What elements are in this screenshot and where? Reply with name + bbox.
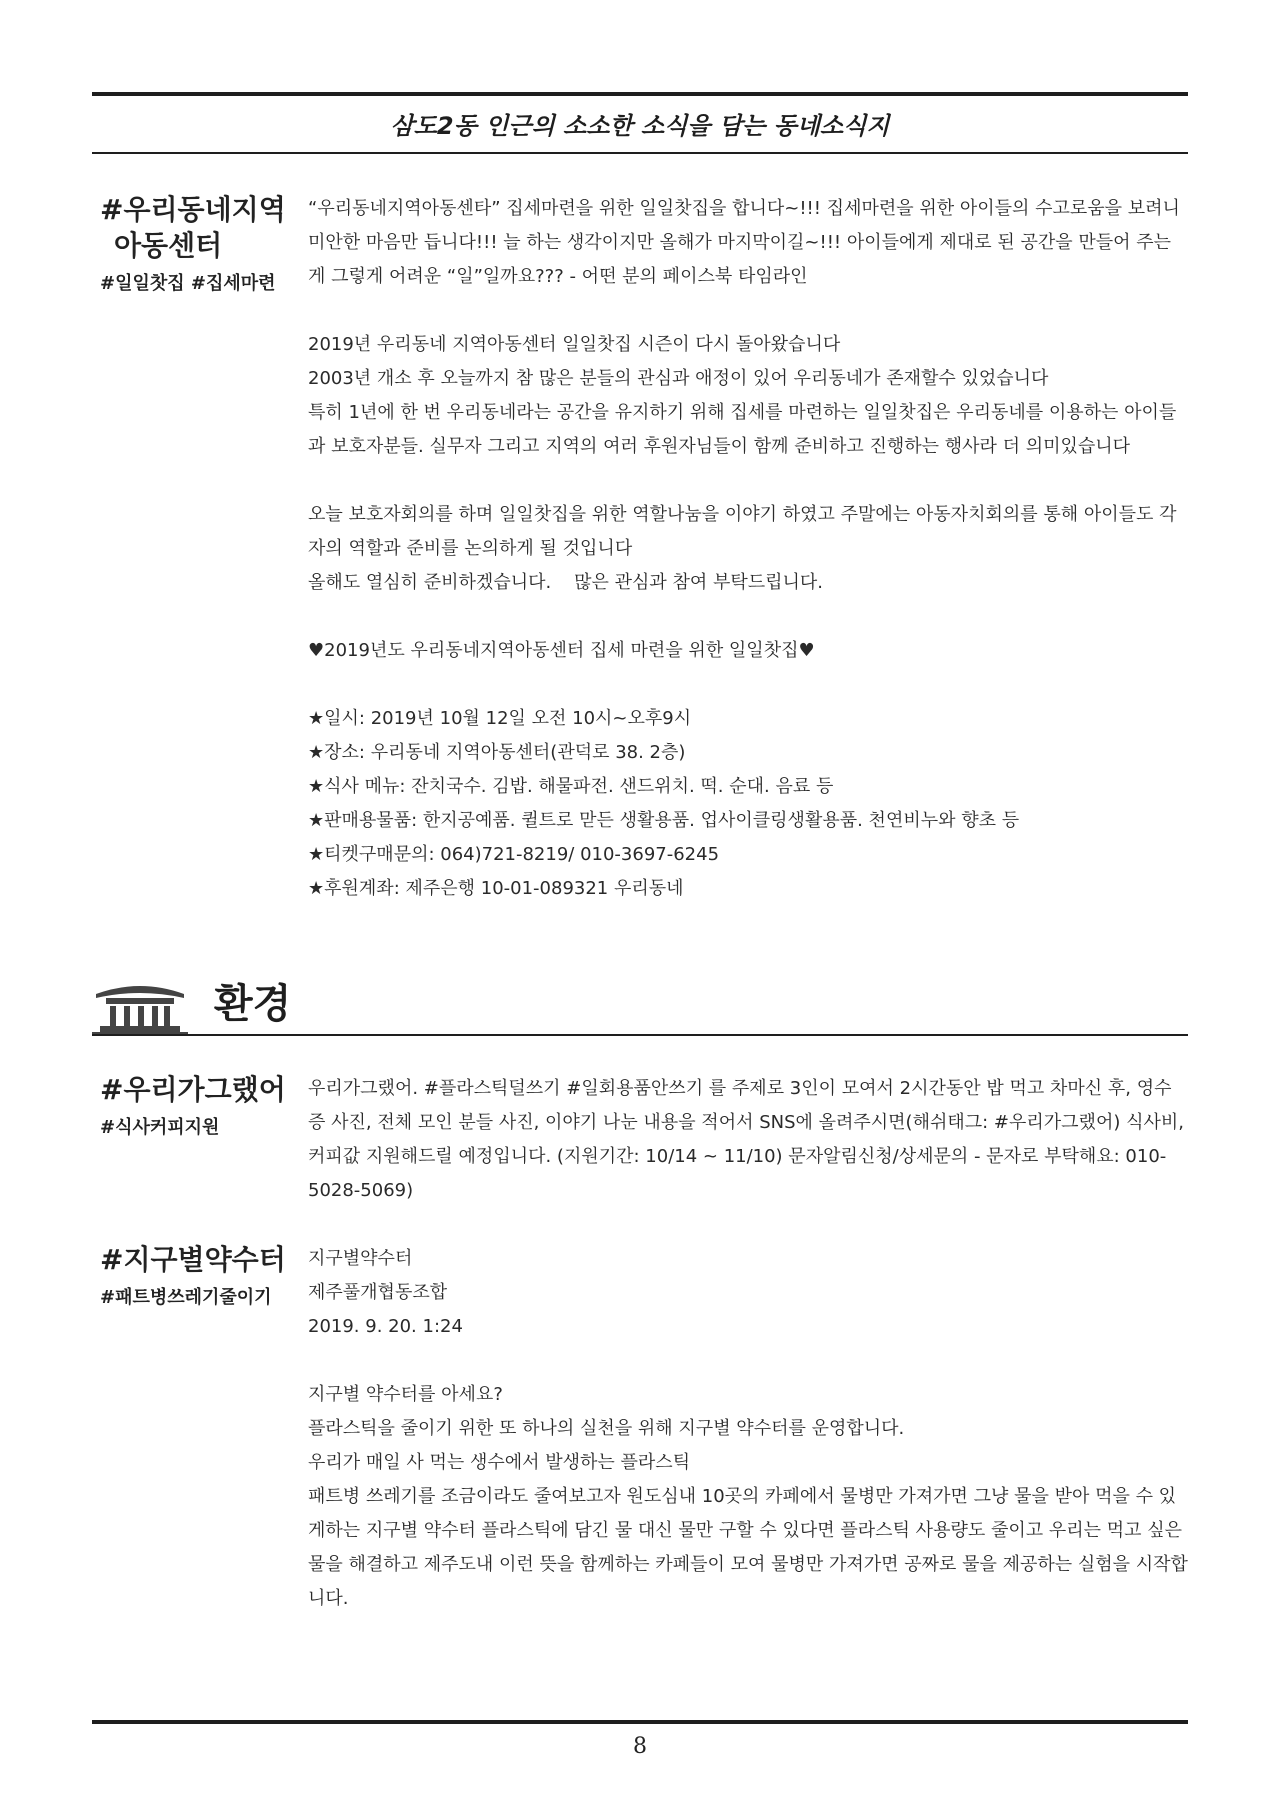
post-author: 제주풀개협동조합 xyxy=(308,1282,448,1303)
article-sidebar-children-center xyxy=(100,192,300,298)
paragraph: 우리가그랬어. #플라스틱덜쓰기 #일회용품안쓰기 를 주제로 3인이 모여서 2시간동안 밥 먹고 차마신 후, 영수증 사진, 전체 모인 분들 사진, 이야기 나눈 내용을 적어서 SNS에 올려주시면(해쉬태그: #우리가그랬어) 식사비, 커피값 지원해드릴 예정입니다. (지원기간: 10/14 ~ 11/10) 문자알림신청/상세문의 - 문자로 부탁해요: 010-5028-5069) xyxy=(308,1078,1184,1201)
paragraph-gap xyxy=(308,600,1188,634)
article-title: #우리가그랬어 xyxy=(100,1073,286,1106)
event-heading: ♥2019년도 우리동네지역아동센터 집세 마련을 위한 일일찻집♥ xyxy=(308,640,815,661)
article-body-children-center xyxy=(308,192,1188,906)
article-tags: #일일찻집 #집세마련 xyxy=(100,273,276,294)
paragraph: 플라스틱을 줄이기 위한 또 하나의 실천을 위해 지구별 약수터를 운영합니다. xyxy=(308,1418,905,1439)
article-body-earth-spring xyxy=(308,1242,1188,1616)
newsletter-header-title: 삼도2동 인근의 소소한 소식을 담는 동네소식지 xyxy=(390,112,890,140)
article-tags: #식사커피지원 xyxy=(100,1117,220,1138)
paragraph-gap xyxy=(308,668,1188,702)
paragraph: 2003년 개소 후 오늘까지 참 많은 분들의 관심과 애정이 있어 우리동네가 존재할수 있었습니다 xyxy=(308,368,1049,389)
paragraph: 오늘 보호자회의를 하며 일일찻집을 위한 역할나눔을 이야기 하였고 주말에는 아동자치회의를 통해 아이들도 각자의 역할과 준비를 논의하게 될 것입니다 xyxy=(308,504,1177,559)
event-ticket-contact: ★티켓구매문의: 064)721-8219/ 010-3697-6245 xyxy=(308,844,720,865)
section-rule xyxy=(92,1034,1188,1036)
header-rule-bottom xyxy=(92,152,1188,154)
paragraph: 특히 1년에 한 번 우리동네라는 공간을 유지하기 위해 집세를 마련하는 일일찻집은 우리동네를 이용하는 아이들과 보호자분들. 실무자 그리고 지역의 여러 후원자님들이 함께 준비하고 진행하는 행사라 더 의미있습니다 xyxy=(308,402,1177,457)
article-sidebar-earth-spring xyxy=(100,1242,300,1312)
page-number: 8 xyxy=(633,1734,647,1759)
article-title: #지구별약수터 xyxy=(100,1243,286,1276)
section-title: 환경 xyxy=(214,981,292,1027)
article-sidebar-we-did-it xyxy=(100,1072,300,1142)
paragraph-gap xyxy=(308,464,1188,498)
article-body-we-did-it xyxy=(308,1072,1188,1208)
header-rule-top xyxy=(92,92,1188,96)
event-place: ★장소: 우리동네 지역아동센터(관덕로 38. 2층) xyxy=(308,742,686,763)
event-goods: ★판매용물품: 한지공예품. 퀼트로 맏든 생활용품. 업사이클링생활용품. 천연비누와 향초 등 xyxy=(308,810,1020,831)
section-header-environment xyxy=(92,976,1188,1038)
event-menu: ★식사 메뉴: 잔치국수. 김밥. 해물파전. 샌드위치. 떡. 순대. 음료 등 xyxy=(308,776,834,797)
paragraph: 올해도 열심히 준비하겠습니다. 많은 관심과 참여 부탁드립니다. xyxy=(308,572,824,593)
paragraph: 지구별 약수터를 아세요? xyxy=(308,1384,503,1405)
traditional-building-icon xyxy=(92,980,188,1036)
paragraph-gap xyxy=(308,1344,1188,1378)
paragraph: 패트병 쓰레기를 조금이라도 줄여보고자 원도심내 10곳의 카페에서 물병만 가져가면 그냥 물을 받아 먹을 수 있게하는 지구별 약수터 플라스틱에 담긴 물 대신 물만 구할 수 있다면 플라스틱 사용량도 줄이고 우리는 먹고 싶은 물을 해결하고 제주도내 이런 뜻을 함께하는 카페들이 모여 물병만 가져가면 공짜로 물을 제공하는 실험을 시작합니다. xyxy=(308,1486,1188,1609)
article-title-line2: 아동센터 xyxy=(114,229,223,262)
paragraph: 2019년 우리동네 지역아동센터 일일찻집 시즌이 다시 돌아왔습니다 xyxy=(308,334,841,355)
paragraph-gap xyxy=(308,294,1188,328)
article-title-line1: #우리동네지역 xyxy=(100,193,286,226)
paragraph: 우리가 매일 사 먹는 생수에서 발생하는 플라스틱 xyxy=(308,1452,691,1473)
paragraph: “우리동네지역아동센타” 집세마련을 위한 일일찻집을 합니다~!!! 집세마련을 위한 아이들의 수고로움을 보려니 미안한 마음만 듭니다!!! 늘 하는 생각이지만 올해가 마지막이길~!!! 아이들에게 제대로 된 공간을 만들어 주는게 그렇게 어려운 “일”일까요??? - 어떤 분의 페이스북 타임라인 xyxy=(308,198,1180,287)
post-timestamp: 2019. 9. 20. 1:24 xyxy=(308,1316,463,1337)
post-title: 지구별약수터 xyxy=(308,1248,413,1269)
footer-rule xyxy=(92,1720,1188,1724)
article-title xyxy=(100,192,300,264)
event-date: ★일시: 2019년 10월 12일 오전 10시~오후9시 xyxy=(308,708,692,729)
article-tags: #패트병쓰레기줄이기 xyxy=(100,1287,272,1308)
event-donation-account: ★후원계좌: 제주은행 10-01-089321 우리동네 xyxy=(308,878,684,899)
